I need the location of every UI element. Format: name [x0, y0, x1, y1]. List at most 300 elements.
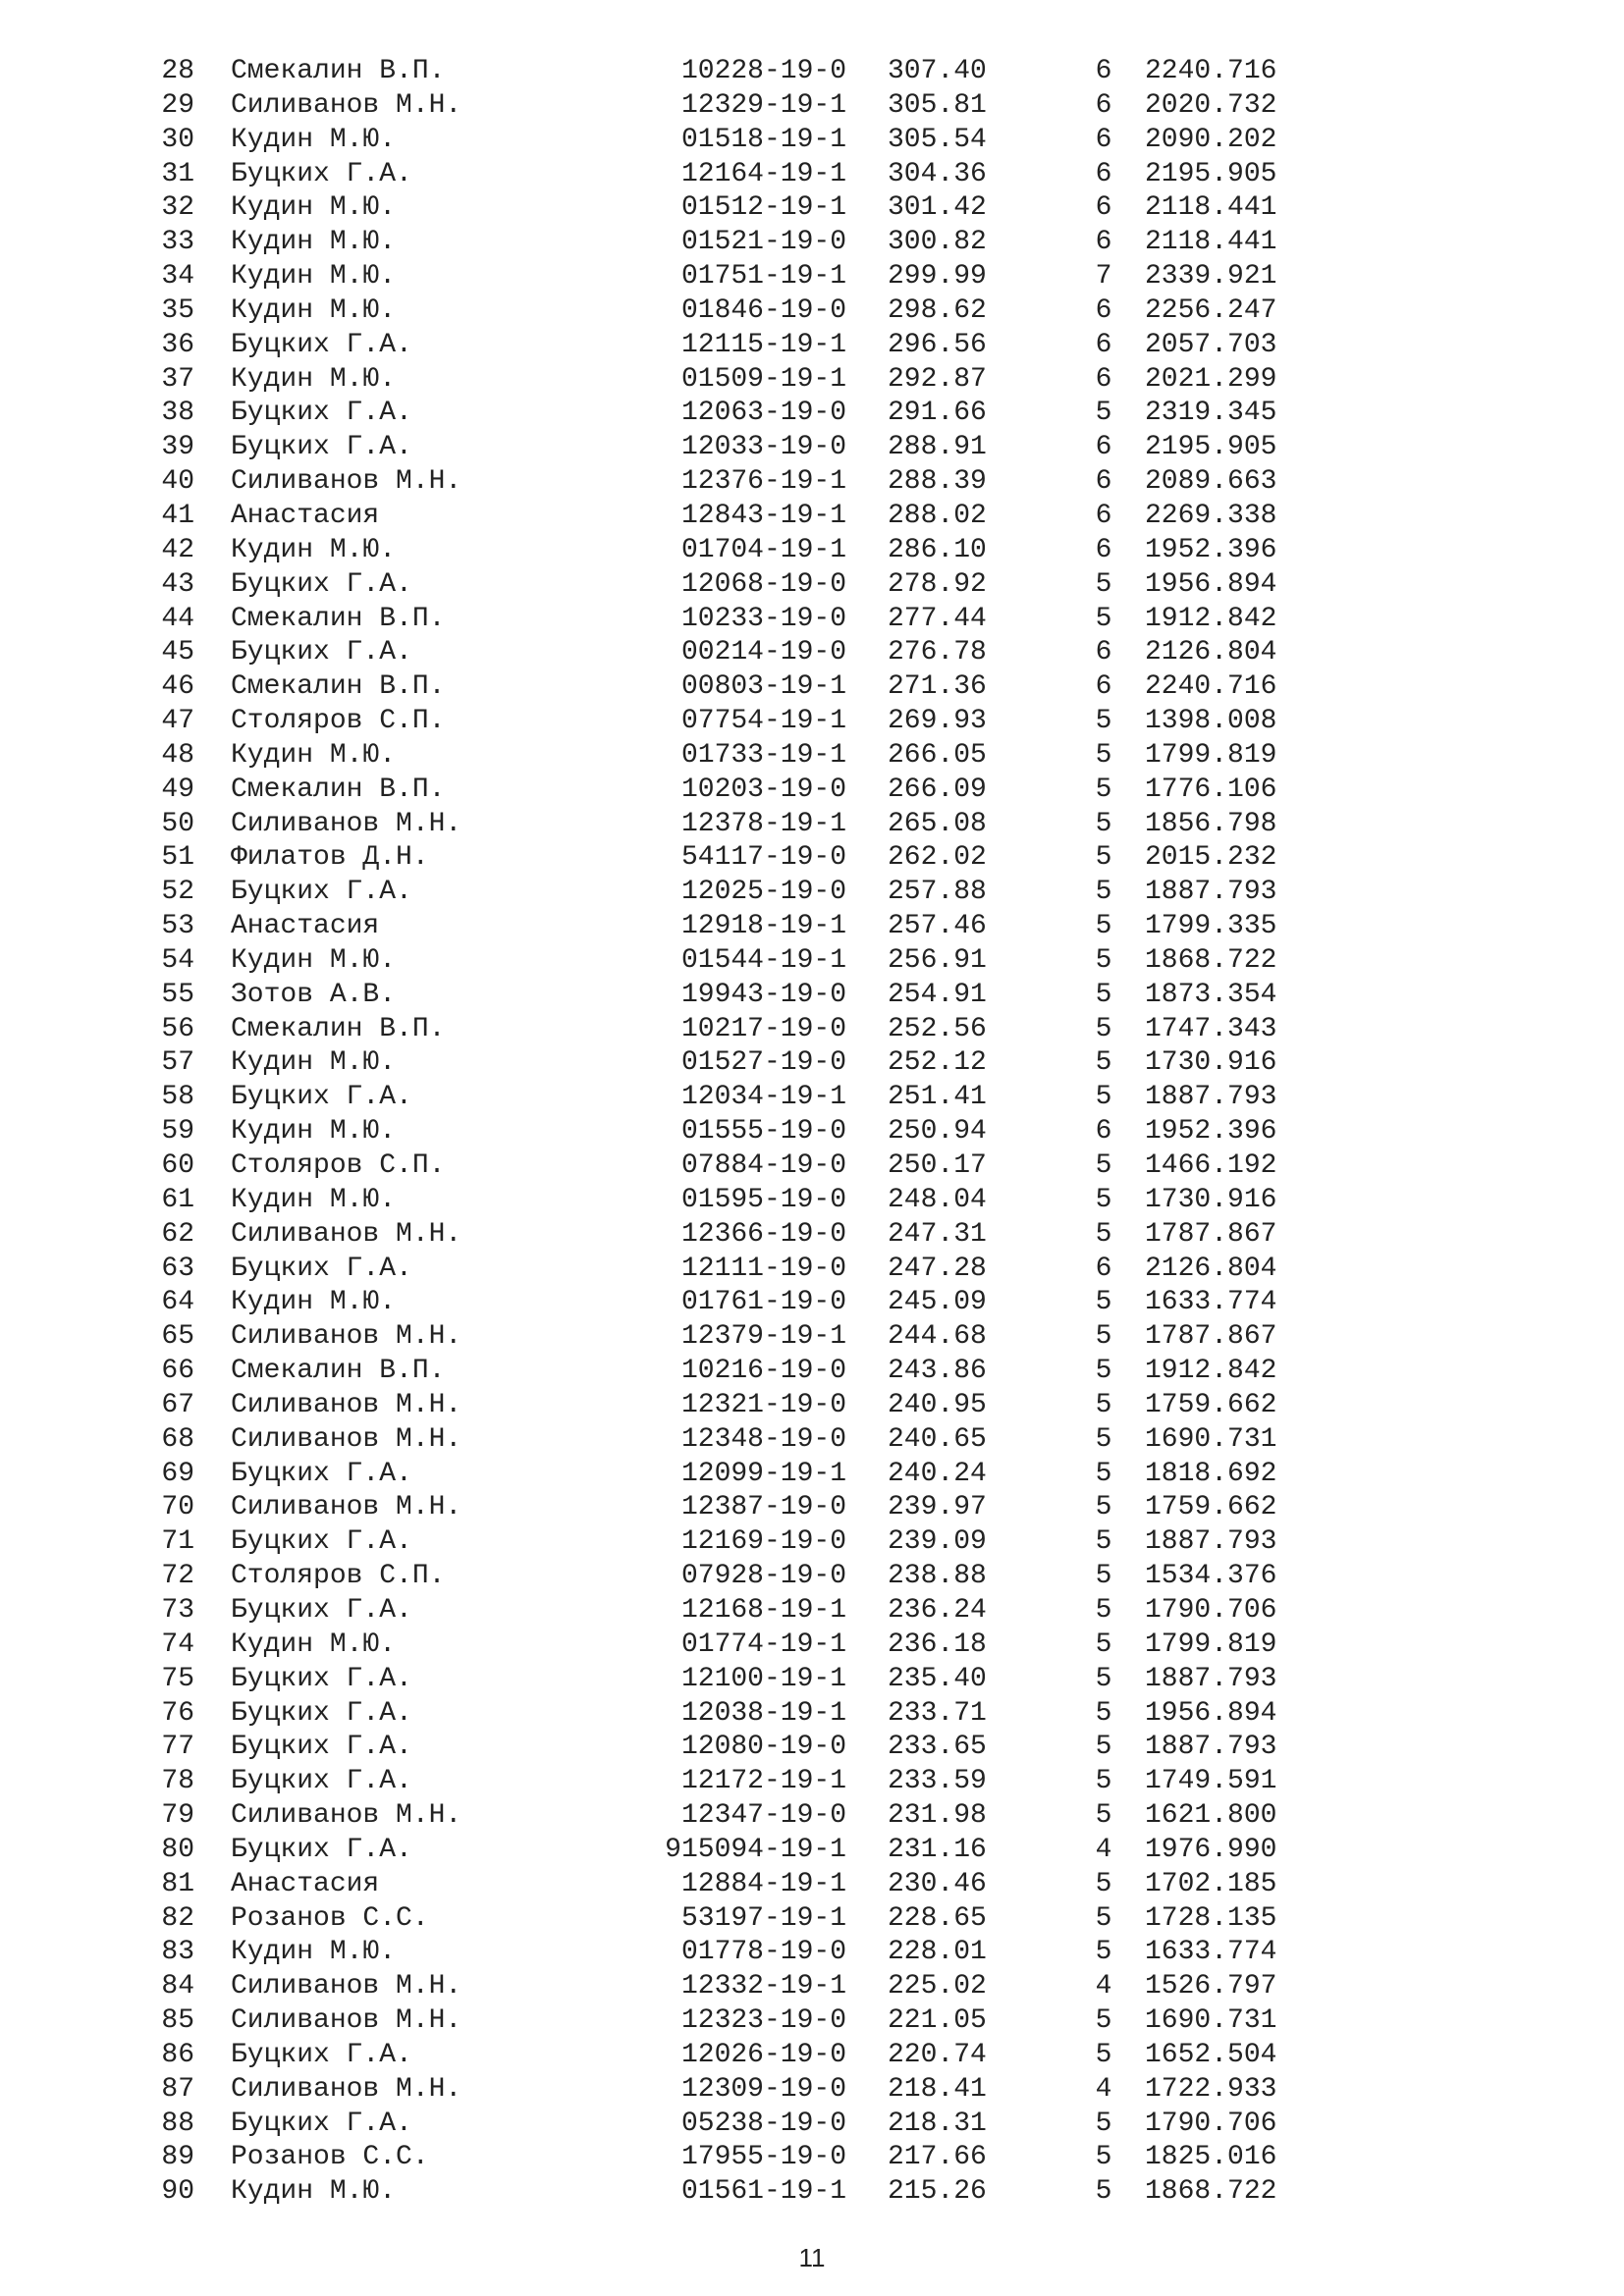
row-id: 01518-19-1 [680, 124, 846, 155]
row-count: 6 [1095, 227, 1112, 258]
row-rank: 38 [161, 398, 194, 429]
list-item [0, 1970, 1624, 2004]
row-id: 12169-19-0 [680, 1526, 846, 1558]
row-total: 1633.774 [1145, 1937, 1277, 1968]
list-item [0, 910, 1624, 944]
row-value: 236.18 [888, 1629, 987, 1660]
row-total: 1956.894 [1145, 568, 1277, 600]
row-name: Силиванов М.Н. [231, 1389, 462, 1420]
row-name: Смекалин В.П. [231, 774, 446, 805]
page-number: 11 [798, 2243, 826, 2272]
row-name: Кудин М.Ю. [231, 1116, 397, 1148]
row-name: Анастасия [231, 1868, 380, 1899]
row-id: 12378-19-1 [680, 808, 846, 839]
list-item [0, 226, 1624, 260]
row-total: 2057.703 [1145, 329, 1277, 360]
row-id: 12099-19-1 [680, 1458, 846, 1489]
row-rank: 29 [161, 89, 194, 121]
row-total: 2015.232 [1145, 842, 1277, 874]
row-value: 239.97 [888, 1492, 987, 1523]
list-item [0, 568, 1624, 603]
row-total: 1887.793 [1145, 1526, 1277, 1558]
row-id: 12332-19-1 [680, 1971, 846, 2002]
row-rank: 73 [161, 1594, 194, 1626]
row-value: 247.28 [888, 1253, 987, 1284]
row-value: 231.16 [888, 1834, 987, 1865]
row-id: 10203-19-0 [680, 774, 846, 805]
row-total: 1956.894 [1145, 1697, 1277, 1729]
row-id: 01733-19-1 [680, 739, 846, 771]
row-id: 12387-19-0 [680, 1492, 846, 1523]
row-count: 5 [1095, 568, 1112, 600]
row-rank: 30 [161, 124, 194, 155]
row-value: 299.99 [888, 261, 987, 293]
row-count: 5 [1095, 944, 1112, 976]
row-id: 12918-19-1 [680, 911, 846, 942]
list-item [0, 1731, 1624, 1765]
row-total: 1799.819 [1145, 1629, 1277, 1660]
row-value: 288.39 [888, 466, 987, 498]
row-id: 01761-19-0 [680, 1287, 846, 1318]
row-name: Силиванов М.Н. [231, 1423, 462, 1455]
row-total: 1868.722 [1145, 944, 1277, 976]
list-item [0, 397, 1624, 431]
row-rank: 65 [161, 1321, 194, 1353]
row-value: 239.09 [888, 1526, 987, 1558]
row-value: 243.86 [888, 1356, 987, 1387]
row-total: 1690.731 [1145, 2005, 1277, 2037]
row-total: 1825.016 [1145, 2142, 1277, 2173]
row-total: 1818.692 [1145, 1458, 1277, 1489]
row-total: 1759.662 [1145, 1492, 1277, 1523]
row-id: 10216-19-0 [680, 1356, 846, 1387]
row-id: 01774-19-1 [680, 1629, 846, 1660]
row-value: 251.41 [888, 1082, 987, 1113]
row-value: 217.66 [888, 2142, 987, 2173]
row-rank: 74 [161, 1629, 194, 1660]
row-rank: 58 [161, 1082, 194, 1113]
row-rank: 32 [161, 192, 194, 224]
row-count: 6 [1095, 294, 1112, 326]
row-count: 6 [1095, 192, 1112, 224]
row-name: Кудин М.Ю. [231, 261, 397, 293]
row-total: 1887.793 [1145, 1082, 1277, 1113]
row-name: Буцких Г.А. [231, 1834, 412, 1865]
row-name: Буцких Г.А. [231, 2039, 412, 2070]
row-id: 01751-19-1 [680, 261, 846, 293]
row-count: 5 [1095, 979, 1112, 1010]
row-id: 12164-19-1 [680, 158, 846, 189]
row-id: 12309-19-0 [680, 2073, 846, 2105]
row-total: 2089.663 [1145, 466, 1277, 498]
list-item [0, 876, 1624, 910]
row-total: 2240.716 [1145, 671, 1277, 703]
row-count: 5 [1095, 739, 1112, 771]
row-value: 228.65 [888, 1902, 987, 1934]
list-item [0, 1491, 1624, 1525]
results-list [0, 55, 1624, 2210]
row-count: 6 [1095, 329, 1112, 360]
row-id: 12843-19-1 [680, 500, 846, 531]
list-item [0, 1560, 1624, 1594]
row-id: 17955-19-0 [680, 2142, 846, 2173]
row-total: 1799.335 [1145, 911, 1277, 942]
row-count: 6 [1095, 432, 1112, 463]
row-total: 1873.354 [1145, 979, 1277, 1010]
row-id: 12080-19-0 [680, 1732, 846, 1763]
row-id: 12376-19-1 [680, 466, 846, 498]
row-count: 5 [1095, 603, 1112, 634]
row-value: 262.02 [888, 842, 987, 874]
row-total: 2339.921 [1145, 261, 1277, 293]
row-id: 01512-19-1 [680, 192, 846, 224]
row-total: 1526.797 [1145, 1971, 1277, 2002]
row-count: 4 [1095, 1834, 1112, 1865]
row-value: 254.91 [888, 979, 987, 1010]
row-count: 5 [1095, 1663, 1112, 1694]
row-value: 247.31 [888, 1218, 987, 1250]
row-rank: 35 [161, 294, 194, 326]
row-value: 304.36 [888, 158, 987, 189]
row-total: 1730.916 [1145, 1184, 1277, 1215]
row-count: 5 [1095, 1594, 1112, 1626]
row-count: 4 [1095, 2073, 1112, 2105]
row-name: Кудин М.Ю. [231, 944, 397, 976]
row-count: 5 [1095, 1184, 1112, 1215]
row-count: 5 [1095, 1356, 1112, 1387]
row-count: 5 [1095, 1423, 1112, 1455]
row-value: 292.87 [888, 363, 987, 395]
row-id: 07928-19-0 [680, 1561, 846, 1592]
list-item [0, 670, 1624, 705]
row-value: 288.02 [888, 500, 987, 531]
row-rank: 60 [161, 1150, 194, 1181]
row-total: 1912.842 [1145, 603, 1277, 634]
row-name: Буцких Г.А. [231, 1663, 412, 1694]
row-rank: 28 [161, 56, 194, 86]
list-item [0, 1046, 1624, 1081]
row-value: 250.17 [888, 1150, 987, 1181]
row-total: 1722.933 [1145, 2073, 1277, 2105]
row-name: Кудин М.Ю. [231, 227, 397, 258]
row-name: Буцких Г.А. [231, 1697, 412, 1729]
list-item [0, 1355, 1624, 1389]
row-count: 5 [1095, 1697, 1112, 1729]
row-value: 250.94 [888, 1116, 987, 1148]
row-total: 1887.793 [1145, 1663, 1277, 1694]
row-rank: 83 [161, 1937, 194, 1968]
row-total: 1652.504 [1145, 2039, 1277, 2070]
row-total: 1759.662 [1145, 1389, 1277, 1420]
row-value: 238.88 [888, 1561, 987, 1592]
row-id: 12033-19-0 [680, 432, 846, 463]
list-item [0, 363, 1624, 398]
row-rank: 47 [161, 706, 194, 737]
row-count: 5 [1095, 1492, 1112, 1523]
row-count: 5 [1095, 706, 1112, 737]
row-id: 12379-19-1 [680, 1321, 846, 1353]
row-count: 5 [1095, 1150, 1112, 1181]
list-item [0, 1834, 1624, 1868]
row-name: Кудин М.Ю. [231, 363, 397, 395]
list-item [0, 534, 1624, 568]
row-value: 266.05 [888, 739, 987, 771]
row-value: 257.46 [888, 911, 987, 942]
row-name: Буцких Г.А. [231, 1732, 412, 1763]
row-id: 01521-19-0 [680, 227, 846, 258]
row-name: Силиванов М.Н. [231, 808, 462, 839]
row-total: 2195.905 [1145, 432, 1277, 463]
row-name: Анастасия [231, 911, 380, 942]
row-count: 5 [1095, 1218, 1112, 1250]
row-value: 218.41 [888, 2073, 987, 2105]
row-count: 5 [1095, 2108, 1112, 2139]
row-total: 1856.798 [1145, 808, 1277, 839]
list-item [0, 1013, 1624, 1047]
row-id: 01544-19-1 [680, 944, 846, 976]
row-name: Буцких Г.А. [231, 637, 412, 668]
row-rank: 56 [161, 1013, 194, 1044]
row-rank: 86 [161, 2039, 194, 2070]
list-item [0, 1218, 1624, 1253]
list-item [0, 636, 1624, 670]
row-rank: 36 [161, 329, 194, 360]
list-item [0, 705, 1624, 739]
row-count: 6 [1095, 466, 1112, 498]
row-value: 230.46 [888, 1868, 987, 1899]
row-count: 5 [1095, 1732, 1112, 1763]
row-count: 6 [1095, 671, 1112, 703]
list-item [0, 500, 1624, 534]
list-item [0, 1525, 1624, 1560]
row-rank: 85 [161, 2005, 194, 2037]
row-rank: 66 [161, 1356, 194, 1387]
row-value: 233.65 [888, 1732, 987, 1763]
row-count: 5 [1095, 1047, 1112, 1079]
row-rank: 31 [161, 158, 194, 189]
row-name: Смекалин В.П. [231, 1013, 446, 1044]
row-rank: 80 [161, 1834, 194, 1865]
row-total: 1398.008 [1145, 706, 1277, 737]
row-count: 5 [1095, 1458, 1112, 1489]
row-id: 12323-19-0 [680, 2005, 846, 2037]
list-item [0, 1081, 1624, 1115]
row-rank: 87 [161, 2073, 194, 2105]
row-total: 1690.731 [1145, 1423, 1277, 1455]
row-rank: 55 [161, 979, 194, 1010]
row-value: 277.44 [888, 603, 987, 634]
row-rank: 88 [161, 2108, 194, 2139]
row-id: 12100-19-1 [680, 1663, 846, 1694]
row-count: 6 [1095, 1253, 1112, 1284]
row-value: 221.05 [888, 2005, 987, 2037]
row-count: 5 [1095, 774, 1112, 805]
row-name: Смекалин В.П. [231, 56, 446, 86]
row-rank: 51 [161, 842, 194, 874]
row-rank: 41 [161, 500, 194, 531]
row-name: Буцких Г.А. [231, 877, 412, 908]
list-item [0, 1389, 1624, 1423]
row-rank: 69 [161, 1458, 194, 1489]
row-name: Филатов Д.Н. [231, 842, 429, 874]
list-item [0, 55, 1624, 89]
row-total: 1868.722 [1145, 2176, 1277, 2208]
row-name: Кудин М.Ю. [231, 1629, 397, 1660]
row-name: Розанов С.С. [231, 2142, 429, 2173]
row-rank: 33 [161, 227, 194, 258]
row-value: 300.82 [888, 227, 987, 258]
row-rank: 89 [161, 2142, 194, 2173]
row-id: 12329-19-1 [680, 89, 846, 121]
row-value: 265.08 [888, 808, 987, 839]
list-item [0, 774, 1624, 808]
row-count: 5 [1095, 398, 1112, 429]
list-item [0, 841, 1624, 876]
row-value: 278.92 [888, 568, 987, 600]
row-rank: 45 [161, 637, 194, 668]
list-item [0, 808, 1624, 842]
row-total: 1787.867 [1145, 1218, 1277, 1250]
row-count: 5 [1095, 1902, 1112, 1934]
row-rank: 49 [161, 774, 194, 805]
list-item [0, 2108, 1624, 2142]
row-rank: 61 [161, 1184, 194, 1215]
row-id: 12348-19-0 [680, 1423, 846, 1455]
row-count: 6 [1095, 124, 1112, 155]
row-name: Кудин М.Ю. [231, 1047, 397, 1079]
row-value: 296.56 [888, 329, 987, 360]
row-total: 2240.716 [1145, 56, 1277, 86]
row-total: 2269.338 [1145, 500, 1277, 531]
row-id: 05238-19-0 [680, 2108, 846, 2139]
row-count: 5 [1095, 1561, 1112, 1592]
row-total: 2118.441 [1145, 192, 1277, 224]
row-count: 5 [1095, 1800, 1112, 1832]
row-rank: 70 [161, 1492, 194, 1523]
row-value: 215.26 [888, 2176, 987, 2208]
list-item [0, 158, 1624, 192]
list-item [0, 260, 1624, 294]
row-id: 10228-19-0 [680, 56, 846, 86]
row-rank: 76 [161, 1697, 194, 1729]
list-item [0, 2004, 1624, 2039]
row-value: 228.01 [888, 1937, 987, 1968]
row-name: Буцких Г.А. [231, 568, 412, 600]
row-rank: 52 [161, 877, 194, 908]
row-name: Силиванов М.Н. [231, 1218, 462, 1250]
row-name: Зотов А.В. [231, 979, 397, 1010]
row-id: 12026-19-0 [680, 2039, 846, 2070]
list-item [0, 1594, 1624, 1629]
row-name: Столяров С.П. [231, 1150, 446, 1181]
row-rank: 79 [161, 1800, 194, 1832]
row-id: 915094-19-1 [665, 1834, 846, 1865]
row-rank: 75 [161, 1663, 194, 1694]
list-item [0, 124, 1624, 158]
row-value: 225.02 [888, 1971, 987, 2002]
row-value: 276.78 [888, 637, 987, 668]
row-total: 1790.706 [1145, 2108, 1277, 2139]
row-rank: 44 [161, 603, 194, 634]
row-id: 12025-19-0 [680, 877, 846, 908]
row-rank: 50 [161, 808, 194, 839]
row-rank: 67 [161, 1389, 194, 1420]
row-name: Силиванов М.Н. [231, 1971, 462, 2002]
list-item [0, 1115, 1624, 1149]
row-name: Силиванов М.Н. [231, 466, 462, 498]
row-id: 01704-19-1 [680, 534, 846, 565]
list-item [0, 1868, 1624, 1902]
row-id: 12884-19-1 [680, 1868, 846, 1899]
row-id: 12063-19-0 [680, 398, 846, 429]
row-count: 6 [1095, 1116, 1112, 1148]
row-total: 2020.732 [1145, 89, 1277, 121]
list-item [0, 1320, 1624, 1355]
row-total: 1633.774 [1145, 1287, 1277, 1318]
row-value: 233.71 [888, 1697, 987, 1729]
list-item [0, 1458, 1624, 1492]
row-rank: 78 [161, 1766, 194, 1797]
row-total: 1702.185 [1145, 1868, 1277, 1899]
row-rank: 42 [161, 534, 194, 565]
row-total: 1534.376 [1145, 1561, 1277, 1592]
row-rank: 82 [161, 1902, 194, 1934]
row-count: 5 [1095, 2176, 1112, 2208]
row-count: 5 [1095, 2005, 1112, 2037]
list-item [0, 191, 1624, 226]
row-name: Буцких Г.А. [231, 1253, 412, 1284]
row-id: 12347-19-0 [680, 1800, 846, 1832]
row-total: 2126.804 [1145, 637, 1277, 668]
row-count: 6 [1095, 56, 1112, 86]
row-value: 305.81 [888, 89, 987, 121]
row-id: 01846-19-0 [680, 294, 846, 326]
row-value: 291.66 [888, 398, 987, 429]
row-id: 12038-19-1 [680, 1697, 846, 1729]
row-name: Кудин М.Ю. [231, 294, 397, 326]
row-count: 6 [1095, 534, 1112, 565]
row-value: 231.98 [888, 1800, 987, 1832]
list-item [0, 944, 1624, 979]
list-item [0, 1253, 1624, 1287]
row-name: Буцких Г.А. [231, 1766, 412, 1797]
row-id: 12068-19-0 [680, 568, 846, 600]
row-value: 298.62 [888, 294, 987, 326]
row-name: Силиванов М.Н. [231, 1800, 462, 1832]
row-total: 2256.247 [1145, 294, 1277, 326]
row-name: Силиванов М.Н. [231, 1321, 462, 1353]
row-name: Силиванов М.Н. [231, 2005, 462, 2037]
row-count: 5 [1095, 877, 1112, 908]
row-name: Кудин М.Ю. [231, 739, 397, 771]
row-rank: 57 [161, 1047, 194, 1079]
row-id: 07884-19-0 [680, 1150, 846, 1181]
row-id: 12034-19-1 [680, 1082, 846, 1113]
row-total: 1887.793 [1145, 877, 1277, 908]
row-value: 235.40 [888, 1663, 987, 1694]
row-total: 1730.916 [1145, 1047, 1277, 1079]
row-value: 240.65 [888, 1423, 987, 1455]
row-name: Буцких Г.А. [231, 398, 412, 429]
row-rank: 62 [161, 1218, 194, 1250]
row-id: 53197-19-1 [680, 1902, 846, 1934]
row-id: 12172-19-1 [680, 1766, 846, 1797]
row-count: 6 [1095, 637, 1112, 668]
row-name: Столяров С.П. [231, 1561, 446, 1592]
row-total: 1952.396 [1145, 1116, 1277, 1148]
row-count: 5 [1095, 808, 1112, 839]
row-id: 12366-19-0 [680, 1218, 846, 1250]
